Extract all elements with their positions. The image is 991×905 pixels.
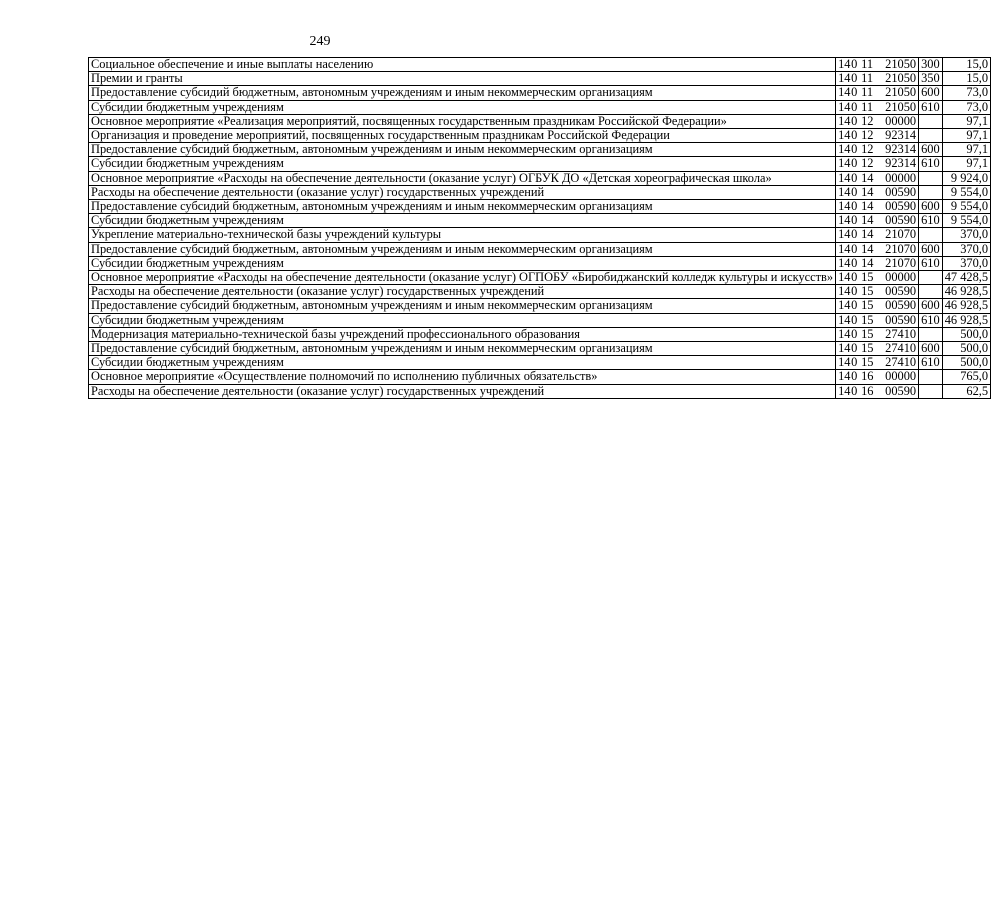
row-name: Организация и проведение мероприятий, посвященных государственным праздникам Российской Федерации [89, 129, 836, 143]
row-code [836, 327, 919, 341]
row-name: Предоставление субсидий бюджетным, автономным учреждениям и иным некоммерческим организациям [89, 342, 836, 356]
row-expense-type [919, 114, 943, 128]
code-part: 15 [861, 355, 874, 370]
row-expense-type [919, 271, 943, 285]
row-expense-type [919, 129, 943, 143]
row-expense-type: 600 [919, 299, 943, 313]
row-amount: 46 928,5 [942, 313, 990, 327]
code-part: 0 [851, 227, 858, 242]
code-part: 11 [861, 71, 874, 86]
table-row [89, 129, 991, 143]
row-name: Основное мероприятие «Осуществление полномочий по исполнению публичных обязательств» [89, 370, 836, 384]
table-row [89, 157, 991, 171]
table-row [89, 58, 991, 72]
row-code [836, 384, 919, 398]
row-name: Укрепление материально-технической базы учреждений культуры [89, 228, 836, 242]
row-expense-type: 300 [919, 58, 943, 72]
code-part: 0 [851, 156, 858, 171]
table-row [89, 185, 991, 199]
table-row [89, 356, 991, 370]
code-part: 0 [851, 85, 858, 100]
code-part: 14 [838, 355, 851, 370]
row-amount: 97,1 [942, 129, 990, 143]
code-part: 0 [851, 199, 858, 214]
code-part: 0 [851, 241, 858, 256]
code-part: 92314 [885, 128, 917, 143]
page-number: 249 [309, 34, 331, 49]
row-code [836, 271, 919, 285]
row-expense-type: 610 [919, 313, 943, 327]
code-part: 0 [851, 184, 858, 199]
code-part: 14 [838, 326, 851, 341]
code-part: 14 [838, 199, 851, 214]
code-part: 14 [838, 213, 851, 228]
row-expense-type [919, 171, 943, 185]
code-part: 14 [838, 128, 851, 143]
row-name: Основное мероприятие «Расходы на обеспечение деятельности (оказание услуг) ОГБУК ДО «Детская хореографическая школа» [89, 171, 836, 185]
row-expense-type [919, 285, 943, 299]
code-part: 14 [838, 57, 851, 71]
code-part: 14 [861, 184, 874, 199]
row-amount: 15,0 [942, 58, 990, 72]
table-row [89, 242, 991, 256]
code-part: 00590 [885, 298, 917, 313]
row-code [836, 86, 919, 100]
table-row [89, 86, 991, 100]
code-part: 14 [838, 298, 851, 313]
row-name: Субсидии бюджетным учреждениям [89, 256, 836, 270]
budget-table [88, 57, 991, 399]
budget-table-body [89, 58, 991, 399]
row-name: Субсидии бюджетным учреждениям [89, 100, 836, 114]
row-code [836, 143, 919, 157]
row-name: Модернизация материально-технической базы учреждений профессионального образования [89, 327, 836, 341]
code-part: 0 [851, 113, 858, 128]
table-row [89, 214, 991, 228]
row-amount: 97,1 [942, 114, 990, 128]
code-part: 21070 [885, 227, 917, 242]
code-part: 00000 [885, 170, 917, 185]
row-expense-type: 600 [919, 242, 943, 256]
row-code [836, 157, 919, 171]
code-part: 0 [851, 284, 858, 299]
table-row [89, 228, 991, 242]
code-part: 14 [838, 99, 851, 114]
code-part: 14 [838, 383, 851, 398]
code-part: 0 [851, 255, 858, 270]
row-name: Субсидии бюджетным учреждениям [89, 356, 836, 370]
code-part: 0 [851, 128, 858, 143]
code-part: 0 [851, 213, 858, 228]
row-name: Расходы на обеспечение деятельности (оказание услуг) государственных учреждений [89, 185, 836, 199]
code-part: 92314 [885, 156, 917, 171]
row-expense-type: 610 [919, 256, 943, 270]
row-expense-type: 600 [919, 200, 943, 214]
row-code [836, 200, 919, 214]
code-part: 11 [861, 57, 874, 71]
code-part: 00590 [885, 184, 917, 199]
code-part: 0 [851, 312, 858, 327]
code-part: 0 [851, 142, 858, 157]
code-part: 27410 [885, 355, 917, 370]
row-name: Основное мероприятие «Реализация мероприятий, посвященных государственным праздникам Российской Федерации» [89, 114, 836, 128]
row-code [836, 185, 919, 199]
table-row [89, 342, 991, 356]
row-amount: 46 928,5 [942, 285, 990, 299]
row-expense-type: 610 [919, 214, 943, 228]
row-name: Расходы на обеспечение деятельности (оказание услуг) государственных учреждений [89, 285, 836, 299]
code-part: 12 [861, 156, 874, 171]
code-part: 12 [861, 142, 874, 157]
row-code [836, 356, 919, 370]
row-code [836, 256, 919, 270]
code-part: 14 [861, 255, 874, 270]
code-part: 15 [861, 270, 874, 285]
row-name: Субсидии бюджетным учреждениям [89, 157, 836, 171]
code-part: 11 [861, 85, 874, 100]
table-row [89, 370, 991, 384]
row-expense-type [919, 185, 943, 199]
row-amount: 97,1 [942, 143, 990, 157]
code-part: 15 [861, 298, 874, 313]
code-part: 14 [861, 227, 874, 242]
code-part: 14 [838, 71, 851, 86]
code-part: 14 [838, 156, 851, 171]
row-name: Премии и гранты [89, 72, 836, 86]
row-name: Субсидии бюджетным учреждениям [89, 313, 836, 327]
code-part: 0 [851, 57, 858, 71]
table-row [89, 114, 991, 128]
row-amount: 9 554,0 [942, 214, 990, 228]
row-amount: 97,1 [942, 157, 990, 171]
table-row [89, 271, 991, 285]
code-part: 00590 [885, 213, 917, 228]
row-expense-type: 600 [919, 143, 943, 157]
row-code [836, 313, 919, 327]
code-part: 27410 [885, 341, 917, 356]
code-part: 15 [861, 326, 874, 341]
table-row [89, 72, 991, 86]
table-row [89, 299, 991, 313]
code-part: 14 [838, 184, 851, 199]
code-part: 27410 [885, 326, 917, 341]
row-name: Субсидии бюджетным учреждениям [89, 214, 836, 228]
row-code [836, 100, 919, 114]
row-amount: 73,0 [942, 100, 990, 114]
table-row [89, 100, 991, 114]
code-part: 00590 [885, 383, 917, 398]
row-name: Предоставление субсидий бюджетным, автономным учреждениям и иным некоммерческим организациям [89, 200, 836, 214]
code-part: 00000 [885, 369, 917, 384]
row-amount: 500,0 [942, 342, 990, 356]
table-row [89, 285, 991, 299]
row-name: Предоставление субсидий бюджетным, автономным учреждениям и иным некоммерческим организациям [89, 86, 836, 100]
code-part: 21050 [885, 85, 917, 100]
table-row [89, 384, 991, 398]
row-amount: 9 924,0 [942, 171, 990, 185]
code-part: 0 [851, 170, 858, 185]
code-part: 14 [838, 227, 851, 242]
row-amount: 370,0 [942, 228, 990, 242]
table-row [89, 143, 991, 157]
row-expense-type: 350 [919, 72, 943, 86]
code-part: 21050 [885, 71, 917, 86]
code-part: 00590 [885, 284, 917, 299]
code-part: 14 [838, 255, 851, 270]
code-part: 14 [861, 213, 874, 228]
row-name: Предоставление субсидий бюджетным, автономным учреждениям и иным некоммерческим организациям [89, 143, 836, 157]
code-part: 16 [861, 383, 874, 398]
code-part: 0 [851, 355, 858, 370]
code-part: 14 [838, 284, 851, 299]
code-part: 0 [851, 341, 858, 356]
code-part: 0 [851, 326, 858, 341]
row-expense-type [919, 370, 943, 384]
row-code [836, 171, 919, 185]
code-part: 00000 [885, 113, 917, 128]
row-code [836, 370, 919, 384]
row-expense-type [919, 327, 943, 341]
code-part: 92314 [885, 142, 917, 157]
code-part: 12 [861, 113, 874, 128]
code-part: 15 [861, 341, 874, 356]
row-name: Основное мероприятие «Расходы на обеспечение деятельности (оказание услуг) ОГПОБУ «Биробиджанский колледж культуры и искусств» [89, 271, 836, 285]
code-part: 14 [838, 170, 851, 185]
row-amount: 9 554,0 [942, 185, 990, 199]
row-expense-type: 610 [919, 356, 943, 370]
code-part: 0 [851, 383, 858, 398]
row-amount: 46 928,5 [942, 299, 990, 313]
row-expense-type: 610 [919, 157, 943, 171]
code-part: 12 [861, 128, 874, 143]
row-amount: 370,0 [942, 256, 990, 270]
table-row [89, 171, 991, 185]
code-part: 14 [838, 270, 851, 285]
code-part: 11 [861, 99, 874, 114]
table-row [89, 256, 991, 270]
code-part: 14 [861, 241, 874, 256]
row-expense-type: 600 [919, 86, 943, 100]
row-code [836, 129, 919, 143]
row-code [836, 114, 919, 128]
table-row [89, 313, 991, 327]
row-code [836, 285, 919, 299]
row-code [836, 342, 919, 356]
code-part: 21070 [885, 241, 917, 256]
row-code [836, 242, 919, 256]
row-code [836, 299, 919, 313]
code-part: 0 [851, 99, 858, 114]
code-part: 14 [838, 341, 851, 356]
code-part: 14 [861, 199, 874, 214]
row-expense-type [919, 384, 943, 398]
row-code [836, 214, 919, 228]
code-part: 21070 [885, 255, 917, 270]
code-part: 14 [838, 241, 851, 256]
row-code [836, 228, 919, 242]
row-code [836, 58, 919, 72]
code-part: 14 [838, 85, 851, 100]
row-expense-type [919, 228, 943, 242]
code-part: 00590 [885, 312, 917, 327]
code-part: 00000 [885, 270, 917, 285]
row-amount: 62,5 [942, 384, 990, 398]
row-amount: 500,0 [942, 356, 990, 370]
code-part: 0 [851, 298, 858, 313]
row-code [836, 72, 919, 86]
row-name: Расходы на обеспечение деятельности (оказание услуг) государственных учреждений [89, 384, 836, 398]
row-amount: 73,0 [942, 86, 990, 100]
row-amount: 370,0 [942, 242, 990, 256]
code-part: 15 [861, 312, 874, 327]
row-amount: 47 428,5 [942, 271, 990, 285]
code-part: 21050 [885, 99, 917, 114]
code-part: 15 [861, 284, 874, 299]
code-part: 0 [851, 71, 858, 86]
row-name: Предоставление субсидий бюджетным, автономным учреждениям и иным некоммерческим организациям [89, 299, 836, 313]
code-part: 14 [838, 113, 851, 128]
table-row [89, 200, 991, 214]
code-part: 14 [861, 170, 874, 185]
table-row [89, 327, 991, 341]
row-expense-type: 600 [919, 342, 943, 356]
row-amount: 15,0 [942, 72, 990, 86]
row-amount: 500,0 [942, 327, 990, 341]
row-name: Социальное обеспечение и иные выплаты населению [89, 58, 836, 72]
code-part: 0 [851, 369, 858, 384]
code-part: 14 [838, 369, 851, 384]
code-part: 14 [838, 312, 851, 327]
row-name: Предоставление субсидий бюджетным, автономным учреждениям и иным некоммерческим организациям [89, 242, 836, 256]
code-part: 14 [838, 142, 851, 157]
row-amount: 9 554,0 [942, 200, 990, 214]
code-part: 00590 [885, 199, 917, 214]
code-part: 21050 [885, 57, 917, 71]
row-amount: 765,0 [942, 370, 990, 384]
code-part: 0 [851, 270, 858, 285]
code-part: 16 [861, 369, 874, 384]
row-expense-type: 610 [919, 100, 943, 114]
